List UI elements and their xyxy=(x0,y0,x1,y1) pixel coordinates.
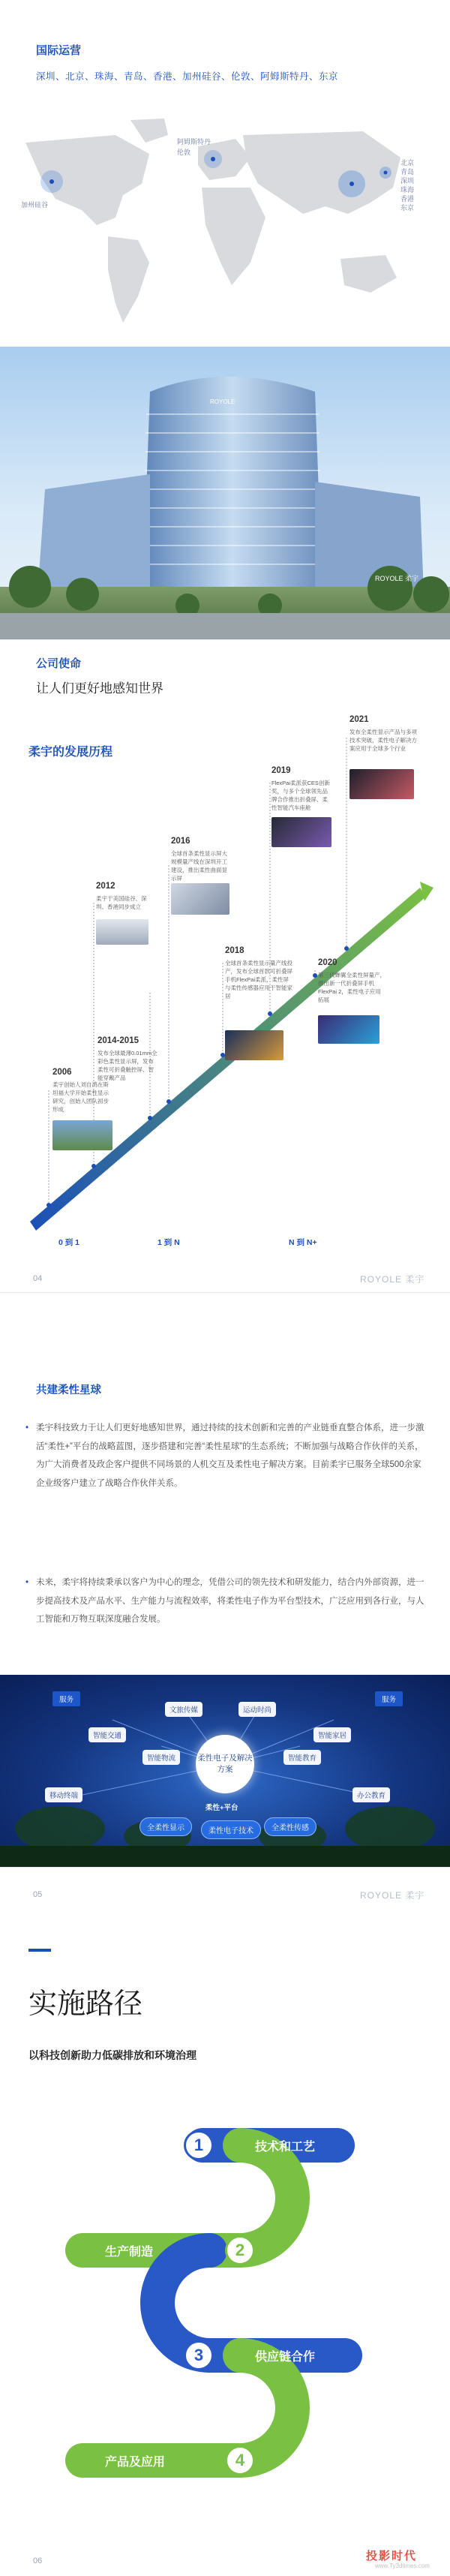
step-number-3: 3 xyxy=(184,2340,214,2370)
node-sports-fashion: 运动时尚 xyxy=(238,1702,276,1717)
implementation-serpentine-path xyxy=(0,1868,450,2576)
watermark-url: www.Ty3dtimes.com xyxy=(375,2562,430,2569)
map-label-london: 伦敦 xyxy=(177,149,191,156)
step-label-manufacturing: 生产制造 xyxy=(105,2246,154,2259)
ecosystem-paragraph-2 xyxy=(24,1574,429,1629)
pill-full-flexible-sensing: 全柔性传感 xyxy=(264,1817,316,1836)
milestone-year-2006: 2006 xyxy=(52,1068,72,1077)
ecosystem-paragraph-2-text: 未来，柔宇将持续秉承以客户为中心的理念，凭借公司的领先技术和研发能力，结合内外部资源，进一步提高技术及产品水平、生产能力与流程效率，将柔性电子作为平台型技术，广泛应用到各行业，与人工智能和万物互联深度融合发展。 xyxy=(36,1578,424,1625)
milestone-text-2019: FlexPai柔派获CES创新奖，与多个全球领先品牌合作推出折叠屏、柔性智能汽车座舱 xyxy=(272,780,330,811)
step-label-supply-chain: 供应链合作 xyxy=(255,2351,316,2364)
milestone-photo-2021 xyxy=(350,769,414,799)
step-number-2: 2 xyxy=(225,2235,255,2265)
node-culture-media: 文旅传媒 xyxy=(165,1702,202,1717)
greenland-shape xyxy=(130,119,168,143)
map-label-qingdao: 青岛 xyxy=(400,168,415,176)
history-title: 柔宇的发展历程 xyxy=(28,746,113,759)
flexible-planet-title: 共建柔性星球 xyxy=(36,1384,101,1396)
stage-label-n-to-n-plus: N 到 N+ xyxy=(289,1238,317,1247)
service-tag-left: 服务 xyxy=(52,1691,80,1706)
pill-full-flexible-display: 全柔性显示 xyxy=(140,1817,192,1836)
milestone-photo-2016 xyxy=(171,883,230,915)
milestone-year-2020: 2020 xyxy=(318,958,338,967)
map-label-silicon-valley: 加州硅谷 xyxy=(21,201,49,209)
milestone-year-2019: 2019 xyxy=(272,766,291,775)
map-label-tokyo: 东京 xyxy=(400,204,415,212)
africa-shape xyxy=(202,188,266,285)
australia-shape xyxy=(340,255,397,293)
headquarters-photo xyxy=(0,347,450,639)
milestone-year-2016: 2016 xyxy=(171,837,190,846)
page-number: 05 xyxy=(33,1890,43,1899)
milestone-text-2016: 全球首条柔性显示屏大规模量产线在深圳开工建设，推出柔性曲面显示屏 xyxy=(171,850,227,882)
implementation-path-page xyxy=(0,1867,450,2576)
mission-history-page xyxy=(0,639,450,1292)
ecosystem-paragraph-1 xyxy=(24,1419,429,1493)
map-label-shenzhen: 深圳 xyxy=(400,177,415,185)
flexible-planet-page xyxy=(0,1292,450,1675)
node-smart-logistics: 智能物流 xyxy=(142,1750,180,1765)
milestone-photo-2006 xyxy=(52,1120,112,1150)
milestone-text-2014-2015: 发布全球最薄0.01mm全彩色柔性显示屏，发布柔性可折叠触控屏、智能穿戴产品 xyxy=(98,1050,158,1081)
milestone-text-2021: 发布全柔性显示产品与多项技术突破，柔性电子解决方案应用于全球多个行业 xyxy=(350,729,417,752)
operation-cities-list: 深圳、北京、珠海、青岛、香港、加州硅谷、伦敦、阿姆斯特丹、东京 xyxy=(36,71,339,82)
node-office-education: 办公教育 xyxy=(352,1787,390,1802)
side-wing-shape xyxy=(38,474,150,594)
milestone-photo-2018 xyxy=(225,1030,284,1060)
footer-logo: ROYOLE 柔宇 xyxy=(360,1890,425,1901)
pill-flexible-electronics-tech: 柔性电子技术 xyxy=(201,1820,261,1839)
node-smart-transport: 智能交通 xyxy=(88,1727,126,1742)
path-curve-3 xyxy=(240,2355,292,2460)
footer-logo: ROYOLE 柔宇 xyxy=(360,1274,425,1285)
map-label-hongkong: 香港 xyxy=(400,195,415,203)
brand-sign: ROYOLE 柔宇 xyxy=(375,575,419,582)
page-number-06: 06 xyxy=(33,2556,43,2565)
milestone-photo-2020 xyxy=(318,1015,380,1044)
node-smart-education: 智能教育 xyxy=(284,1750,321,1765)
implementation-subtitle: 以科技创新助力低碳排放和环境治理 xyxy=(28,2049,196,2061)
step-number-1: 1 xyxy=(184,2130,214,2160)
milestone-text-2018: 全球首条柔性显示量产线投产，发布全球首款可折叠屏手机FlexPai柔派，柔性屏与柔性传感器应用于智能家居 xyxy=(225,960,292,999)
node-smart-home: 智能家居 xyxy=(314,1727,351,1742)
page-number: 04 xyxy=(33,1274,43,1283)
milestone-year-2012: 2012 xyxy=(96,882,116,891)
watermark-logo: 投影时代 xyxy=(366,2550,418,2562)
ecosystem-paragraph-1-text: 柔宇科技致力于让人们更好地感知世界，通过持续的技术创新和完善的产业链垂直整合体系，进一步激活“柔性+”平台的战略蓝图，逐步搭建和完善“柔性星球”的生态系统；不断加强与战略合作伙伴的关系，为广大消费者及政企客户提供不同场景的人机交互及柔性电子解决方案。目前柔宇已服务全球500余家企业级客户建立了战略合作伙伴关系。 xyxy=(36,1423,424,1489)
map-label-zhuhai: 珠海 xyxy=(400,186,415,194)
path-curve-1 xyxy=(240,2145,292,2250)
stage-label-1-to-n: 1 到 N xyxy=(158,1238,180,1247)
milestone-text-2006: 柔宇创始人刘自鸿在斯坦福大学开始柔性显示研究，创始人团队初步形成 xyxy=(52,1081,109,1113)
step-label-tech-process: 技术和工艺 xyxy=(255,2141,316,2154)
implementation-title: 实施路径 xyxy=(28,1988,143,2020)
milestone-text-2012: 柔宇于美国硅谷、深圳、香港同步成立 xyxy=(96,895,147,910)
mission-statement: 让人们更好地感知世界 xyxy=(36,681,164,696)
milestone-year-2018: 2018 xyxy=(225,946,244,955)
node-mobile-terminal: 移动终端 xyxy=(45,1787,82,1802)
map-label-beijing: 北京 xyxy=(400,159,415,167)
building-sign: ROYOLE xyxy=(210,398,236,405)
main-tower-shape xyxy=(142,377,322,594)
milestone-year-2014-2015: 2014-2015 xyxy=(98,1036,139,1045)
asia-shape xyxy=(243,131,400,214)
world-map xyxy=(10,113,438,338)
center-node-flexible-electronics: 柔性电子及解决方案 xyxy=(196,1735,254,1793)
map-label-amsterdam: 阿姆斯特丹 xyxy=(177,138,212,146)
headquarters-building-illustration xyxy=(0,347,450,639)
platform-label: 柔性+平台 xyxy=(206,1804,238,1812)
milestone-photo-2012 xyxy=(96,919,148,945)
step-label-product-application: 产品及应用 xyxy=(105,2456,166,2469)
bullet-icon: • xyxy=(26,1578,29,1587)
path-curve-2 xyxy=(158,2250,210,2355)
step-number-4: 4 xyxy=(225,2445,255,2475)
milestone-text-2020: 第三代蝉翼全柔性屏量产，推出新一代折叠屏手机FlexPai 2，柔性电子应用拓展 xyxy=(318,972,386,1003)
international-operations-title: 国际运营 xyxy=(36,44,82,57)
mission-title: 公司使命 xyxy=(36,657,82,670)
milestone-year-2021: 2021 xyxy=(350,715,369,724)
milestone-photo-2019 xyxy=(272,817,332,847)
stage-label-0-to-1: 0 到 1 xyxy=(58,1238,80,1247)
south-america-shape xyxy=(108,236,149,323)
bullet-icon: • xyxy=(26,1423,29,1432)
service-tag-right: 服务 xyxy=(375,1691,403,1706)
ecosystem-graphic xyxy=(0,1675,450,1867)
international-operations-page xyxy=(0,0,450,345)
